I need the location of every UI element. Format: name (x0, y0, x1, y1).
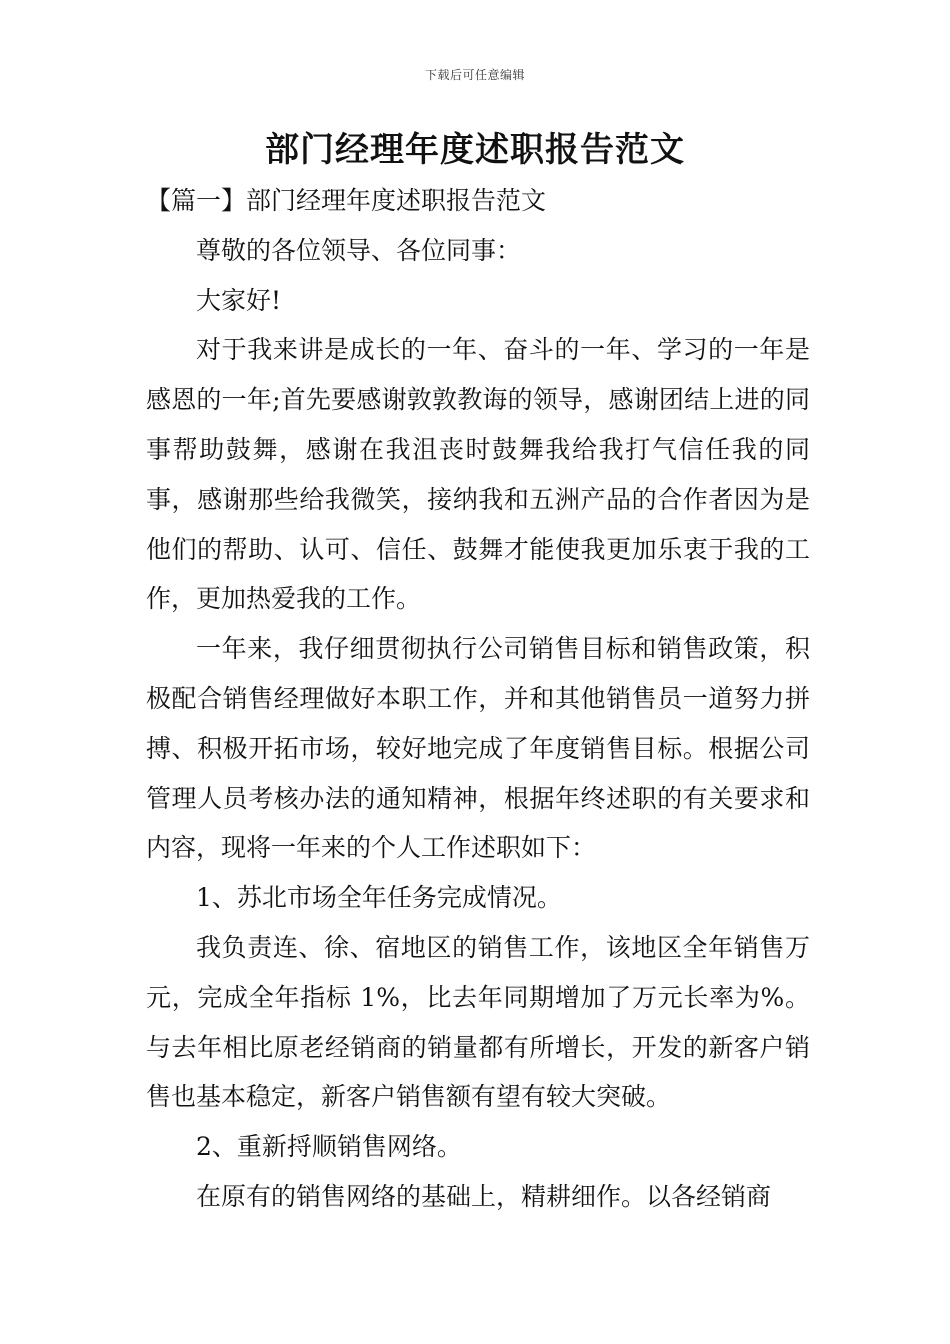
document-title: 部门经理年度述职报告范文 (265, 130, 685, 170)
paragraph-sales-results: 我负责连、徐、宿地区的销售工作，该地区全年销售万元，完成全年指标 1%，比去年同期增加了万元长率为%。与去年相比原老经销商的销量都有所增长，开发的新客户销售也基本稳定，新客户销售额有望有较大突破。 (146, 932, 810, 1112)
section-heading: 【篇一】部门经理年度述职报告范文 (146, 186, 547, 215)
paragraph-network: 在原有的销售网络的基础上，精耕细作。以各经销商 (196, 1181, 772, 1211)
document-body (146, 176, 810, 1222)
header-note: 下载后可任意编辑 (424, 68, 525, 82)
paragraph-overview: 一年来，我仔细贯彻执行公司销售目标和销售政策，积极配合销售经理做好本职工作，并和其他销售员一道努力拼搏、积极开拓市场，较好地完成了年度销售目标。根据公司管理人员考核办法的通知精神，根据年终述职的有关要求和内容，现将一年来的个人工作述职如下： (146, 634, 810, 863)
item-heading-2: 2、重新捋顺销售网络。 (196, 1132, 462, 1162)
item-heading-1: 1、苏北市场全年任务完成情况。 (196, 883, 562, 913)
salutation: 尊敬的各位领导、各位同事： (196, 235, 522, 265)
paragraph-gratitude: 对于我来讲是成长的一年、奋斗的一年、学习的一年是感恩的一年;首先要感谢敦敦教诲的领导，感谢团结上进的同事帮助鼓舞，感谢在我沮丧时鼓舞我给我打气信任我的同事，感谢那些给我微笑，接纳我和五洲产品的合作者因为是他们的帮助、认可、信任、鼓舞才能使我更加乐衷于我的工作，更加热爱我的工作。 (146, 335, 810, 614)
greeting: 大家好! (196, 285, 282, 315)
